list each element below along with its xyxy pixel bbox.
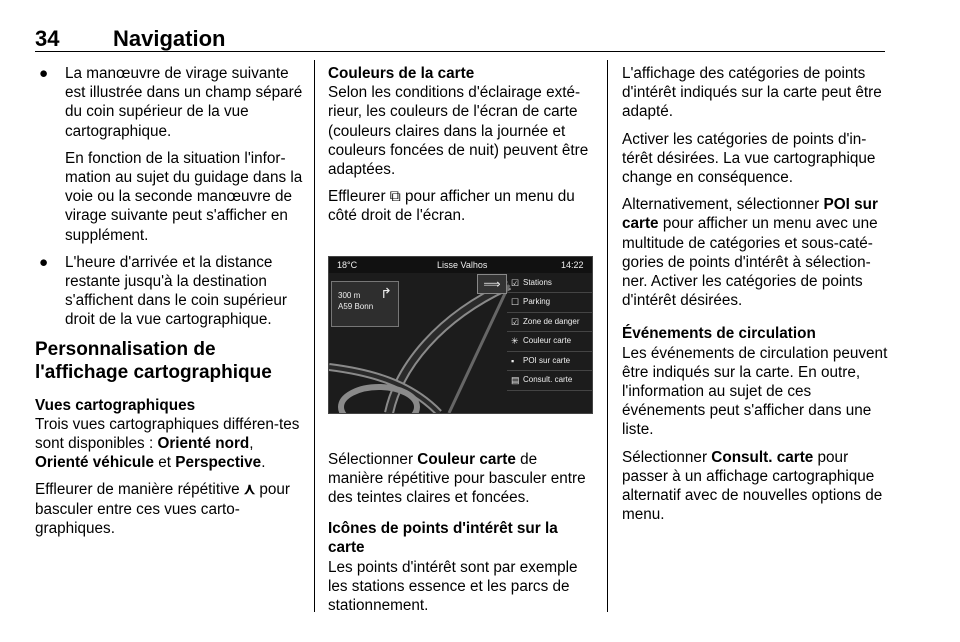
text: pour afficher un menu avec une multitude de catégories et sous-caté-gories de points d'intérêt à sélection-ner. Activer les catégories de points d'intérêt désirées.: [622, 215, 878, 310]
status-bar: [329, 257, 592, 273]
paragraph: Activer les catégories de points d'in-térêt désirées. La vue cartographique change en conséquence.: [622, 130, 876, 187]
paragraph: [328, 519, 593, 615]
header-rule: [35, 51, 885, 52]
paragraph: La manœuvre de virage suivante est illustrée dans un champ séparé du coin supérieur de la vue cartographique.: [65, 65, 303, 140]
option-name: POI sur carte: [622, 196, 878, 233]
menu-item-label: POI sur carte: [523, 355, 571, 365]
menu-item-parking[interactable]: [507, 293, 592, 313]
menu-item-stations[interactable]: [507, 274, 592, 294]
page-header: [35, 26, 885, 54]
paragraph: [622, 324, 888, 439]
map-menu-icon: ⧉: [389, 188, 401, 206]
menu-item-label: Zone de danger: [523, 316, 580, 326]
paragraph: En fonction de la situation l'infor-mation au sujet du guidage dans la voie ou la seconde manœuvre de virage suivante peut s'afficher en supplément.: [65, 149, 303, 244]
poi-icon: ▪: [511, 355, 515, 366]
menu-item-danger-zone[interactable]: [507, 313, 592, 333]
turn-distance: 300 m: [338, 290, 361, 300]
paragraph: L'heure d'arrivée et la distance restante jusqu'à la destination s'affichent dans le coin supérieur droit de la vue cartographique.: [65, 253, 288, 329]
text: Selon les conditions d'éclairage exté-rieur, les couleurs de l'écran de carte (couleurs claires dans la journée et couleurs foncées de nuit) peuvent être adaptées.: [328, 84, 589, 179]
text: pour passer à un affichage cartographique alternatif avec de nouvelles options de menu.: [622, 448, 883, 524]
column-1: [35, 64, 305, 546]
paragraph: [622, 448, 888, 525]
paragraph: L'affichage des catégories de points d'intérêt indiqués sur la carte peut être adapté.: [622, 65, 882, 121]
subheading: Icônes de points d'intérêt sur la carte: [328, 520, 558, 557]
clock: 14:22: [561, 259, 584, 270]
column-divider-2: [607, 60, 608, 612]
paragraph: [35, 480, 305, 538]
section-title: Navigation: [113, 26, 226, 51]
paragraph: [622, 195, 888, 310]
turn-road: A59 Bonn: [338, 301, 374, 311]
text: ,: [249, 435, 254, 453]
option-name: Couleur carte: [417, 450, 516, 468]
menu-item-label: Consult. carte: [523, 375, 573, 385]
text: Trois vues cartographiques différen-tes sont disponibles :: [35, 415, 300, 453]
next-turn-box: [331, 281, 399, 327]
option-name: Perspective: [175, 454, 262, 472]
menu-item-label: Parking: [523, 297, 551, 307]
option-name: Orienté nord: [157, 435, 250, 453]
text: Effleurer de manière répétitive: [35, 481, 244, 499]
sun-icon: ✳: [511, 336, 519, 347]
paragraph: [35, 396, 305, 473]
text: Les points d'intérêt sont par exemple les stations essence et les parcs de stationnement.: [328, 558, 578, 615]
option-name: Consult. carte: [711, 448, 814, 466]
page-number: 34: [35, 26, 60, 51]
map-view-icon: ⋏: [243, 481, 256, 499]
text: pour afficher un menu du côté droit de l'écran.: [328, 188, 575, 225]
close-menu-button[interactable]: ⟹: [477, 274, 507, 294]
text: .: [261, 454, 266, 472]
column-3: [622, 64, 888, 532]
menu-item-poi-on-map[interactable]: [507, 352, 592, 372]
checkbox-icon: ☐: [511, 297, 520, 308]
column-2: [328, 64, 593, 623]
paragraph: [328, 187, 593, 225]
text: de manière répétitive pour basculer entre des teintes claires et foncées.: [328, 450, 586, 507]
menu-item-label: Stations: [523, 277, 552, 287]
bullet-item: [35, 64, 305, 245]
subheading: Couleurs de la carte: [328, 65, 475, 82]
bullet-item: [35, 253, 305, 330]
map-side-menu: [507, 274, 592, 391]
column-divider-1: [314, 60, 315, 612]
paragraph: [328, 450, 593, 508]
subheading: Événements de circulation: [622, 325, 816, 343]
navigation-screenshot: [328, 256, 593, 414]
menu-item-label: Couleur carte: [523, 336, 572, 346]
checkbox-icon: ☑: [511, 316, 520, 327]
bullet-dot: ●: [39, 253, 49, 271]
text: et: [154, 454, 176, 472]
text: pour basculer entre ces vues carto-graphiques.: [35, 481, 290, 537]
menu-item-consult-map[interactable]: [507, 371, 592, 391]
option-name: Orienté véhicule: [35, 454, 155, 472]
subheading: Vues cartographiques: [35, 396, 196, 414]
list-icon: ▤: [511, 375, 520, 386]
bullet-dot: ●: [39, 65, 49, 82]
text: Alternativement, sélectionner: [622, 196, 824, 214]
street-name: Lisse Valhos: [437, 259, 488, 270]
text: Sélectionner: [622, 448, 712, 466]
temperature: 18°C: [337, 259, 358, 270]
text: Sélectionner: [328, 450, 418, 468]
menu-item-map-color[interactable]: [507, 332, 592, 352]
turn-arrow-icon: ↱: [380, 284, 392, 301]
text: Les événements de circulation peuvent être indiqués sur la carte. En outre, l'information au sujet de ces événements peut s'afficher dans une liste.: [622, 344, 888, 439]
section-heading: Personnalisation de l'affichage cartographique: [35, 338, 272, 383]
paragraph: [328, 64, 593, 179]
checkbox-icon: ☑: [511, 277, 520, 288]
text: Effleurer: [328, 188, 390, 206]
